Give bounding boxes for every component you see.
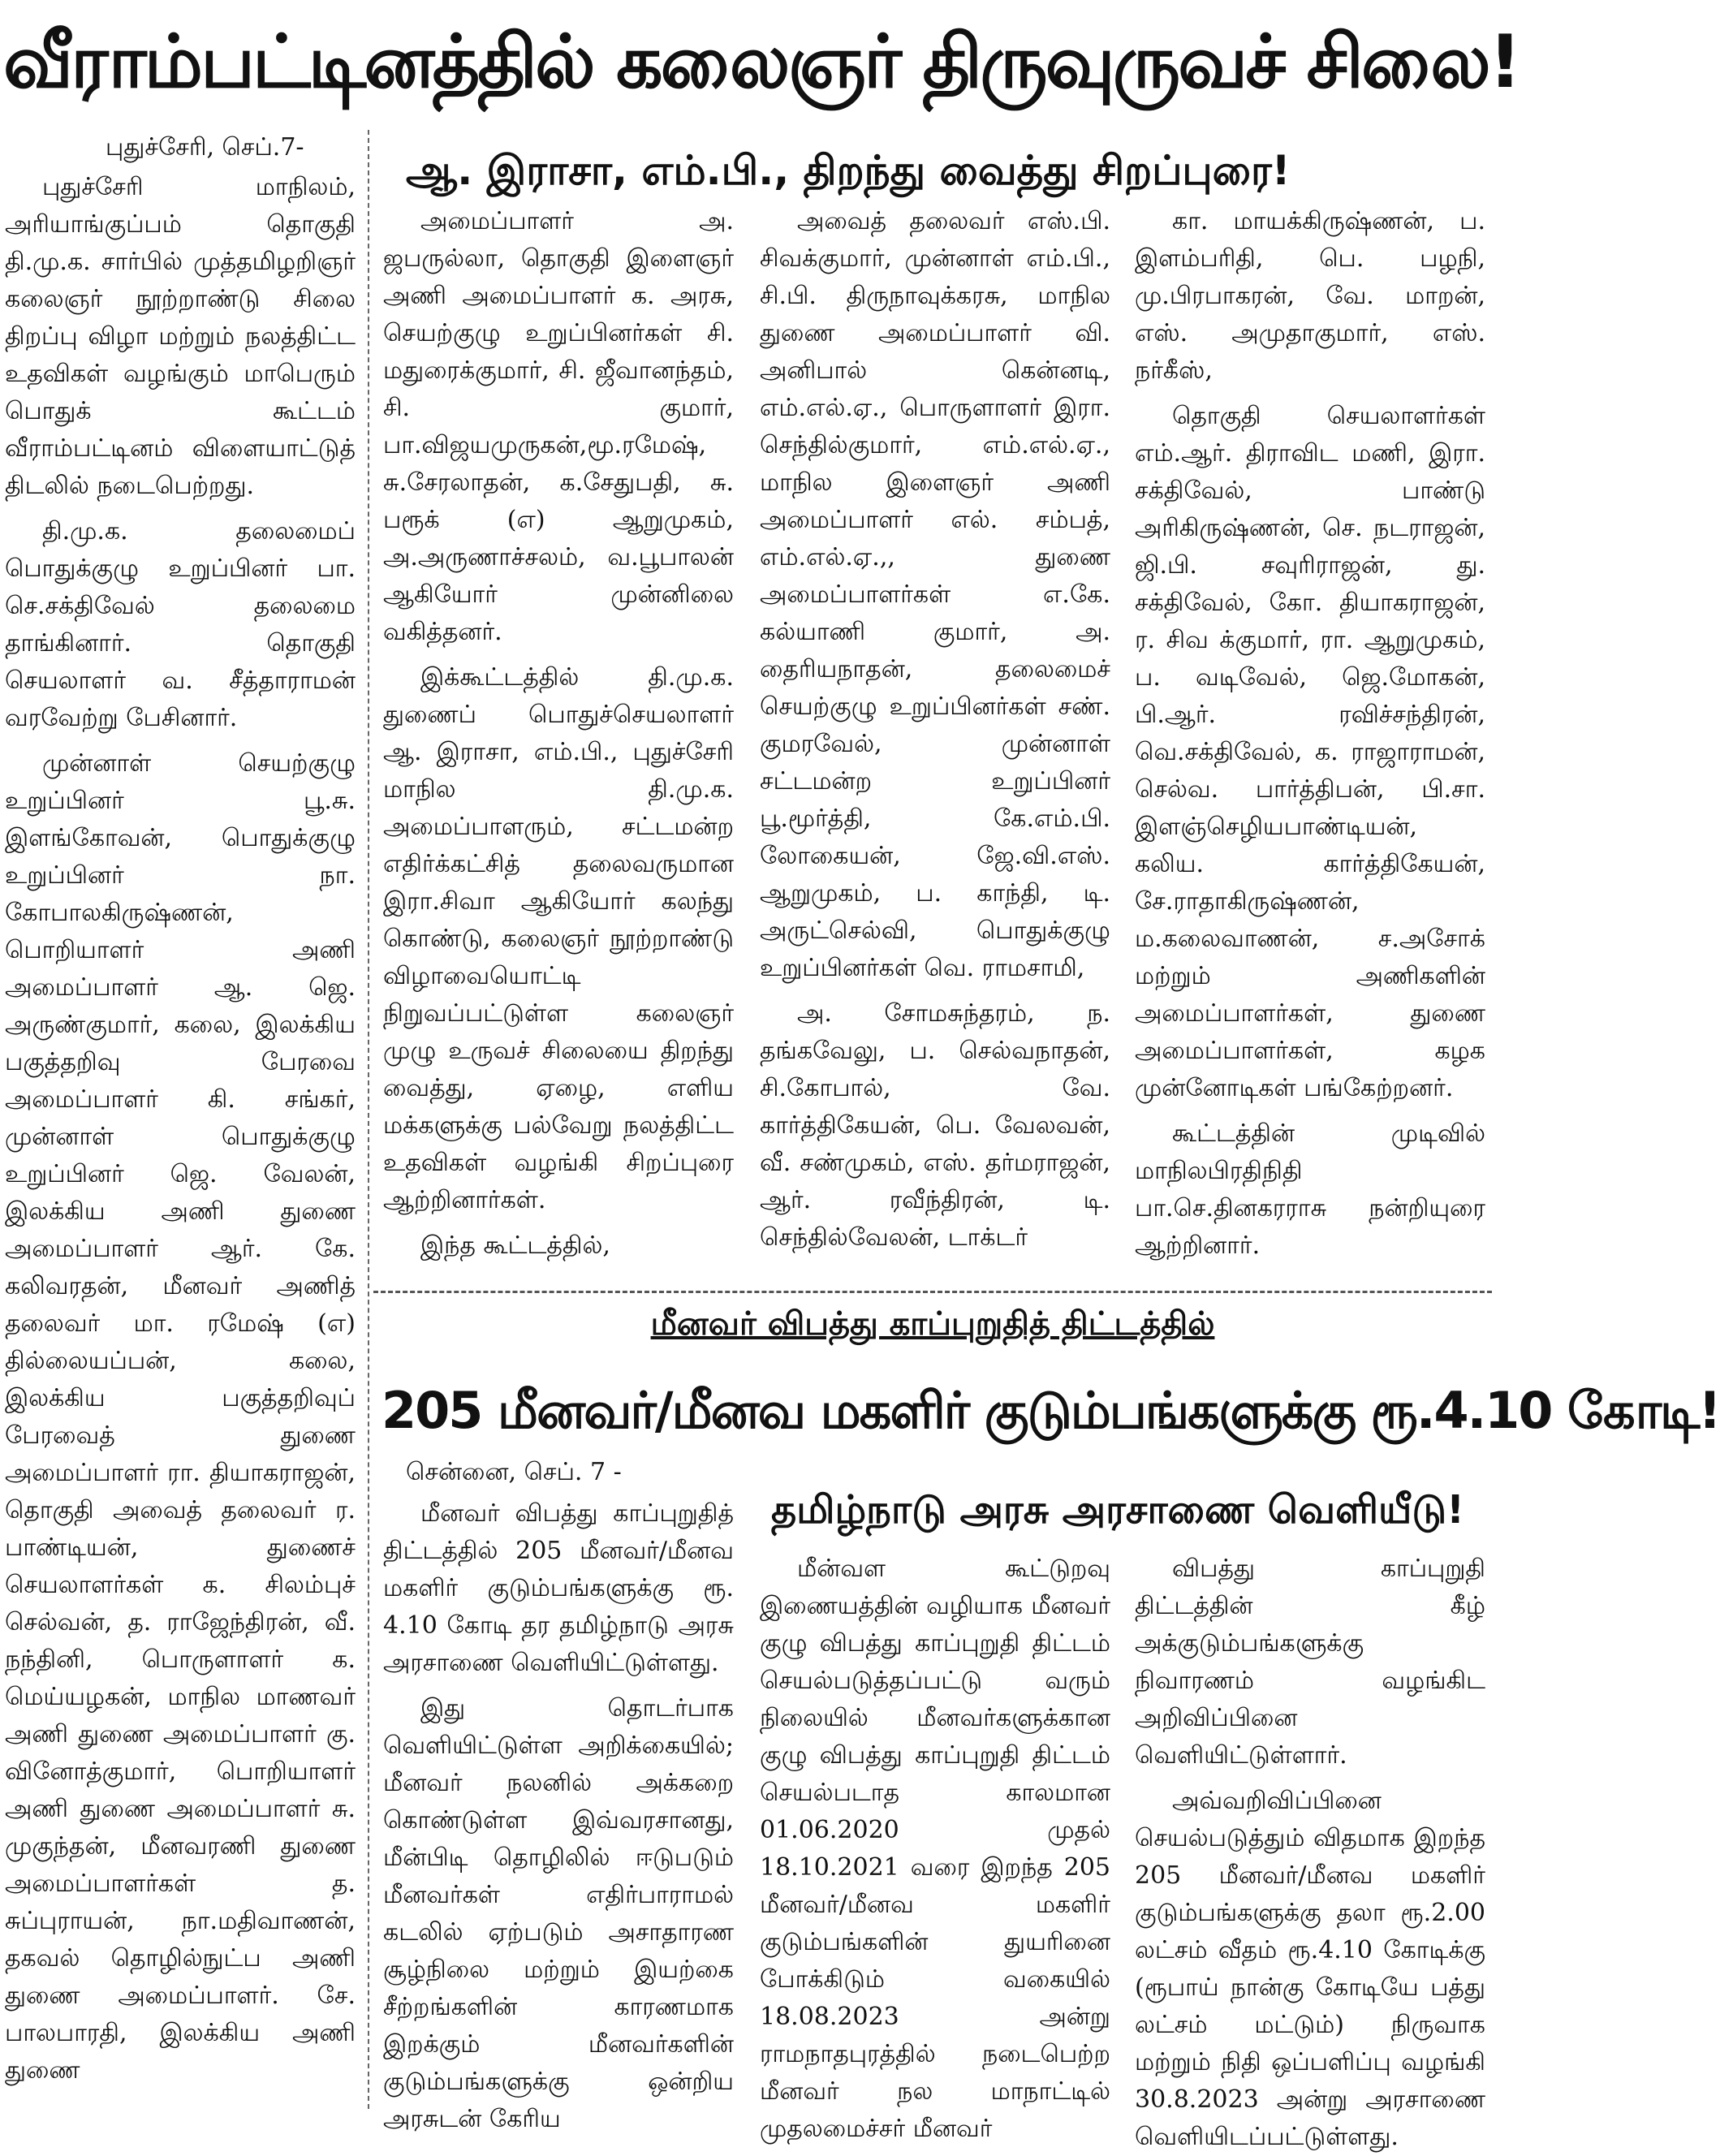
- paragraph: இது தொடர்பாக வெளியிட்டுள்ள அறிக்கையில்; மீனவர் நலனில் அக்கறை கொண்டுள்ள இவ்வரசானது, மீன்பிடி தொழிலில் ஈடுபடும் மீனவர்கள் எதிர்பாராமல் கடலில் ஏற்படும் அசாதாரண சூழ்நிலை மற்றும் இயற்கை சீற்றங்களின் காரணமாக இறக்கும் மீனவர்களின் குடும்பங்களுக்கு ஒன்றிய அரசுடன் கேரிய: [383, 1694, 734, 2133]
- story1-column-divider: [368, 130, 369, 2109]
- paragraph: இந்த கூட்டத்தில்,: [420, 1231, 610, 1260]
- story2-dateline: சென்னை, செப். 7 -: [406, 1458, 622, 1486]
- paragraph: அவ்வறிவிப்பினை செயல்படுத்தும் விதமாக இறந்த 205 மீனவர்/மீனவ மகளிர் குடும்பங்களுக்கு தலா ரூ.2.00 லட்சம் வீதம் ரூ.4.10 கோடிக்கு (ரூபாய் நான்கு கோடியே பத்து லட்சம் மட்டும்) நிருவாக மற்றும் நிதி ஒப்பளிப்பு வழங்கி 30.8.2023 அன்று அரசாணை வெளியிடப்பட்டுள்ளது.: [1135, 1787, 1485, 2151]
- story1-dateline: புதுச்சேரி, செப்.7-: [106, 133, 304, 162]
- section-divider: [373, 1291, 1492, 1293]
- paragraph: தி.மு.க. தலைமைப் பொதுக்குழு உறுப்பினர் பா. செ.சக்திவேல் தலைமை தாங்கினார். தொகுதி செயலாளர் வ. சீத்தாராமன் வரவேற்று பேசினார்.: [5, 517, 356, 732]
- paragraph: முன்னாள் செயற்குழு உறுப்பினர் பூ.சு. இளங்கோவன், பொதுக்குழு உறுப்பினர் நா. கோபாலகிருஷ்ணன், பொறியாளர் அணி அமைப்பாளர் ஆ. ஜெ. அருண்குமார், கலை, இலக்கிய பகுத்தறிவு பேரவை அமைப்பாளர் கி. சங்கர், முன்னாள் பொதுக்குழு உறுப்பினர் ஜெ. வேலன், இலக்கிய அணி துணை அமைப்பாளர் ஆர். கே. கலிவரதன், மீனவர் அணித் தலைவர் மா. ரமேஷ் (எ) தில்லையப்பன், கலை, இலக்கிய பகுத்தறிவுப் பேரவைத் துணை அமைப்பாளர் ரா. தியாகராஜன், தொகுதி அவைத் தலைவர் ர. பாண்டியன், துணைச் செயலாளர்கள் க. சிலம்புச் செல்வன், த. ராஜேந்திரன், வீ. நந்தினி, பொருளாளர் க. மெய்யழகன், மாநில மாணவர் அணி துணை அமைப்பாளர் கு. வினோத்குமார், பொறியாளர் அணி துணை அமைப்பாளர் சு. முகுந்தன், மீனவரணி துணை அமைப்பாளர்கள் த. சுப்புராயன், நா.மதிவாணன், தகவல் தொழில்நுட்ப அணி துணை அமைப்பாளர். சே. பாலபாரதி, இலக்கிய அணி துணை: [5, 749, 356, 2085]
- story2-column-3: [1135, 1550, 1485, 2151]
- story1-column-2: [383, 203, 734, 1276]
- paragraph: கூட்டத்தின் முடிவில் மாநிலபிரதிநிதி பா.செ.தினகரராசு நன்றியுரை ஆற்றினார்.: [1135, 1119, 1485, 1260]
- paragraph: அ. சோமசுந்தரம், ந. தங்கவேலு, ப. செல்வநாதன், சி.கோபால், வே. கார்த்திகேயன், பெ. வேலவன், வீ. சண்முகம், எஸ். தர்மராஜன், ஆர். ரவீந்திரன், டி. செந்தில்வேலன், டாக்டர்: [760, 999, 1110, 1252]
- paragraph: அமைப்பாளர் அ. ஜபருல்லா, தொகுதி இளைஞர் அணி அமைப்பாளர் க. அரசு, செயற்குழு உறுப்பினர்கள் சி. மதுரைக்குமார், சி. ஜீவானந்தம், சி. குமார், பா.விஜயமுருகன்,மூ.ரமேஷ், சு.சேரலாதன், க.சேதுபதி, சு. பரூக் (எ) ஆறுமுகம், அ.அருணாச்சலம், வ.பூபாலன் ஆகியோர் முன்னிலை வகித்தனர்.: [383, 207, 734, 646]
- story2-column-1: [383, 1495, 734, 2133]
- story2-kicker: மீனவர் விபத்து காப்புறுதித் திட்டத்தில்: [650, 1305, 1215, 1343]
- story1-column-4: [1135, 203, 1485, 1276]
- paragraph: மீனவர் விபத்து காப்புறுதித் திட்டத்தில் 205 மீனவர்/மீனவ மகளிர் குடும்பங்களுக்கு ரூ. 4.10 கோடி தர தமிழ்நாடு அரசு அரசாணை வெளியிட்டுள்ளது.: [383, 1499, 734, 1677]
- paragraph: கா. மாயக்கிருஷ்ணன், ப. இளம்பரிதி, பெ. பழநி, மு.பிரபாகரன், வே. மாறன், எஸ். அமுதாகுமார், எஸ். நர்கீஸ்,: [1135, 207, 1485, 385]
- story1-headline: வீராம்பட்டினத்தில் கலைஞர் திருவுருவச் சிலை!: [3, 19, 1520, 105]
- story2-column-2: [760, 1550, 1110, 2143]
- story2-headline: 205 மீனவர்/மீனவ மகளிர் குடும்பங்களுக்கு ரூ.4.10 கோடி!: [382, 1381, 1720, 1440]
- story1-column-3: [760, 203, 1110, 1276]
- paragraph: தொகுதி செயலாளர்கள் எம்.ஆர். திராவிட மணி, இரா. சக்திவேல், பாண்டு அரிகிருஷ்ணன், செ. நடராஜன், ஜி.பி. சவுரிராஜன், து. சக்திவேல், கோ. தியாகராஜன், ர. சிவ க்குமார், ரா. ஆறுமுகம், ப. வடிவேல், ஜெ.மோகன், பி.ஆர். ரவிச்சந்திரன், வெ.சக்திவேல், க. ராஜாராமன், செல்வ. பார்த்திபன், பி.சா. இளஞ்செழியபாண்டியன், கலிய. கார்த்திகேயன், சே.ராதாகிருஷ்ணன், ம.கலைவாணன், ச.அசோக் மற்றும் அணிகளின் அமைப்பாளர்கள், துணை அமைப்பாளர்கள், கழக முன்னோடிகள் பங்கேற்றனர்.: [1135, 402, 1485, 1102]
- story2-subheadline: தமிழ்நாடு அரசு அரசாணை வெளியீடு!: [771, 1487, 1464, 1533]
- paragraph: இக்கூட்டத்தில் தி.மு.க. துணைப் பொதுச்செயலாளர் ஆ. இராசா, எம்.பி., புதுச்சேரி மாநில தி.மு.க. அமைப்பாளரும், சட்டமன்ற எதிர்க்கட்சித் தலைவருமான இரா.சிவா ஆகியோர் கலந்து கொண்டு, கலைஞர் நூற்றாண்டு விழாவையொட்டி நிறுவப்பட்டுள்ள கலைஞர் முழு உருவச் சிலையை திறந்து வைத்து, ஏழை, எளிய மக்களுக்கு பல்வேறு நலத்திட்ட உதவிகள் வழங்கி சிறப்புரை ஆற்றினார்கள்.: [383, 663, 734, 1214]
- story1-subheadline: ஆ. இராசா, எம்.பி., திறந்து வைத்து சிறப்புரை!: [406, 147, 1291, 194]
- story1-column-1: [5, 169, 356, 2109]
- paragraph: புதுச்சேரி மாநிலம், அரியாங்குப்பம் தொகுதி தி.மு.க. சார்பில் முத்தமிழறிஞர் கலைஞர் நூற்றாண்டு சிலை திறப்பு விழா மற்றும் நலத்திட்ட உதவிகள் வழங்கும் மாபெரும் பொதுக் கூட்டம் வீராம்பட்டினம் விளையாட்டுத் திடலில் நடைபெற்றது.: [5, 173, 356, 500]
- paragraph: மீன்வள கூட்டுறவு இணையத்தின் வழியாக மீனவர் குழு விபத்து காப்புறுதி திட்டம் செயல்படுத்தப்பட்டு வரும் நிலையில் மீனவர்களுக்கான குழு விபத்து காப்புறுதி திட்டம் செயல்படாத காலமான 01.06.2020 முதல் 18.10.2021 வரை இறந்த 205 மீனவர்/மீனவ மகளிர் குடும்பங்களின் துயரினை போக்கிடும் வகையில் 18.08.2023 அன்று ராமநாதபுரத்தில் நடைபெற்ற மீனவர் நல மாநாட்டில் முதலமைச்சர் மீனவர்: [760, 1554, 1110, 2143]
- paragraph: அவைத் தலைவர் எஸ்.பி. சிவக்குமார், முன்னாள் எம்.பி., சி.பி. திருநாவுக்கரசு, மாநில துணை அமைப்பாளர் வி. அனிபால் கென்னடி, எம்.எல்.ஏ., பொருளாளர் இரா. செந்தில்குமார், எம்.எல்.ஏ., மாநில இளைஞர் அணி அமைப்பாளர் எல். சம்பத், எம்.எல்.ஏ.,, துணை அமைப்பாளர்கள் எ.கே. கல்யாணி குமார், அ. தைரியநாதன், தலைமைச் செயற்குழு உறுப்பினர்கள் சண். குமரவேல், முன்னாள் சட்டமன்ற உறுப்பினர் பூ.மூர்த்தி, கே.எம்.பி. லோகையன், ஜே.வி.எஸ். ஆறுமுகம், ப. காந்தி, டி. அருட்செல்வி, பொதுக்குழு உறுப்பினர்கள் வெ. ராமசாமி,: [760, 207, 1110, 982]
- paragraph: விபத்து காப்புறுதி திட்டத்தின் கீழ் அக்குடும்பங்களுக்கு நிவாரணம் வழங்கிட அறிவிப்பினை வெளியிட்டுள்ளார்.: [1135, 1554, 1485, 1770]
